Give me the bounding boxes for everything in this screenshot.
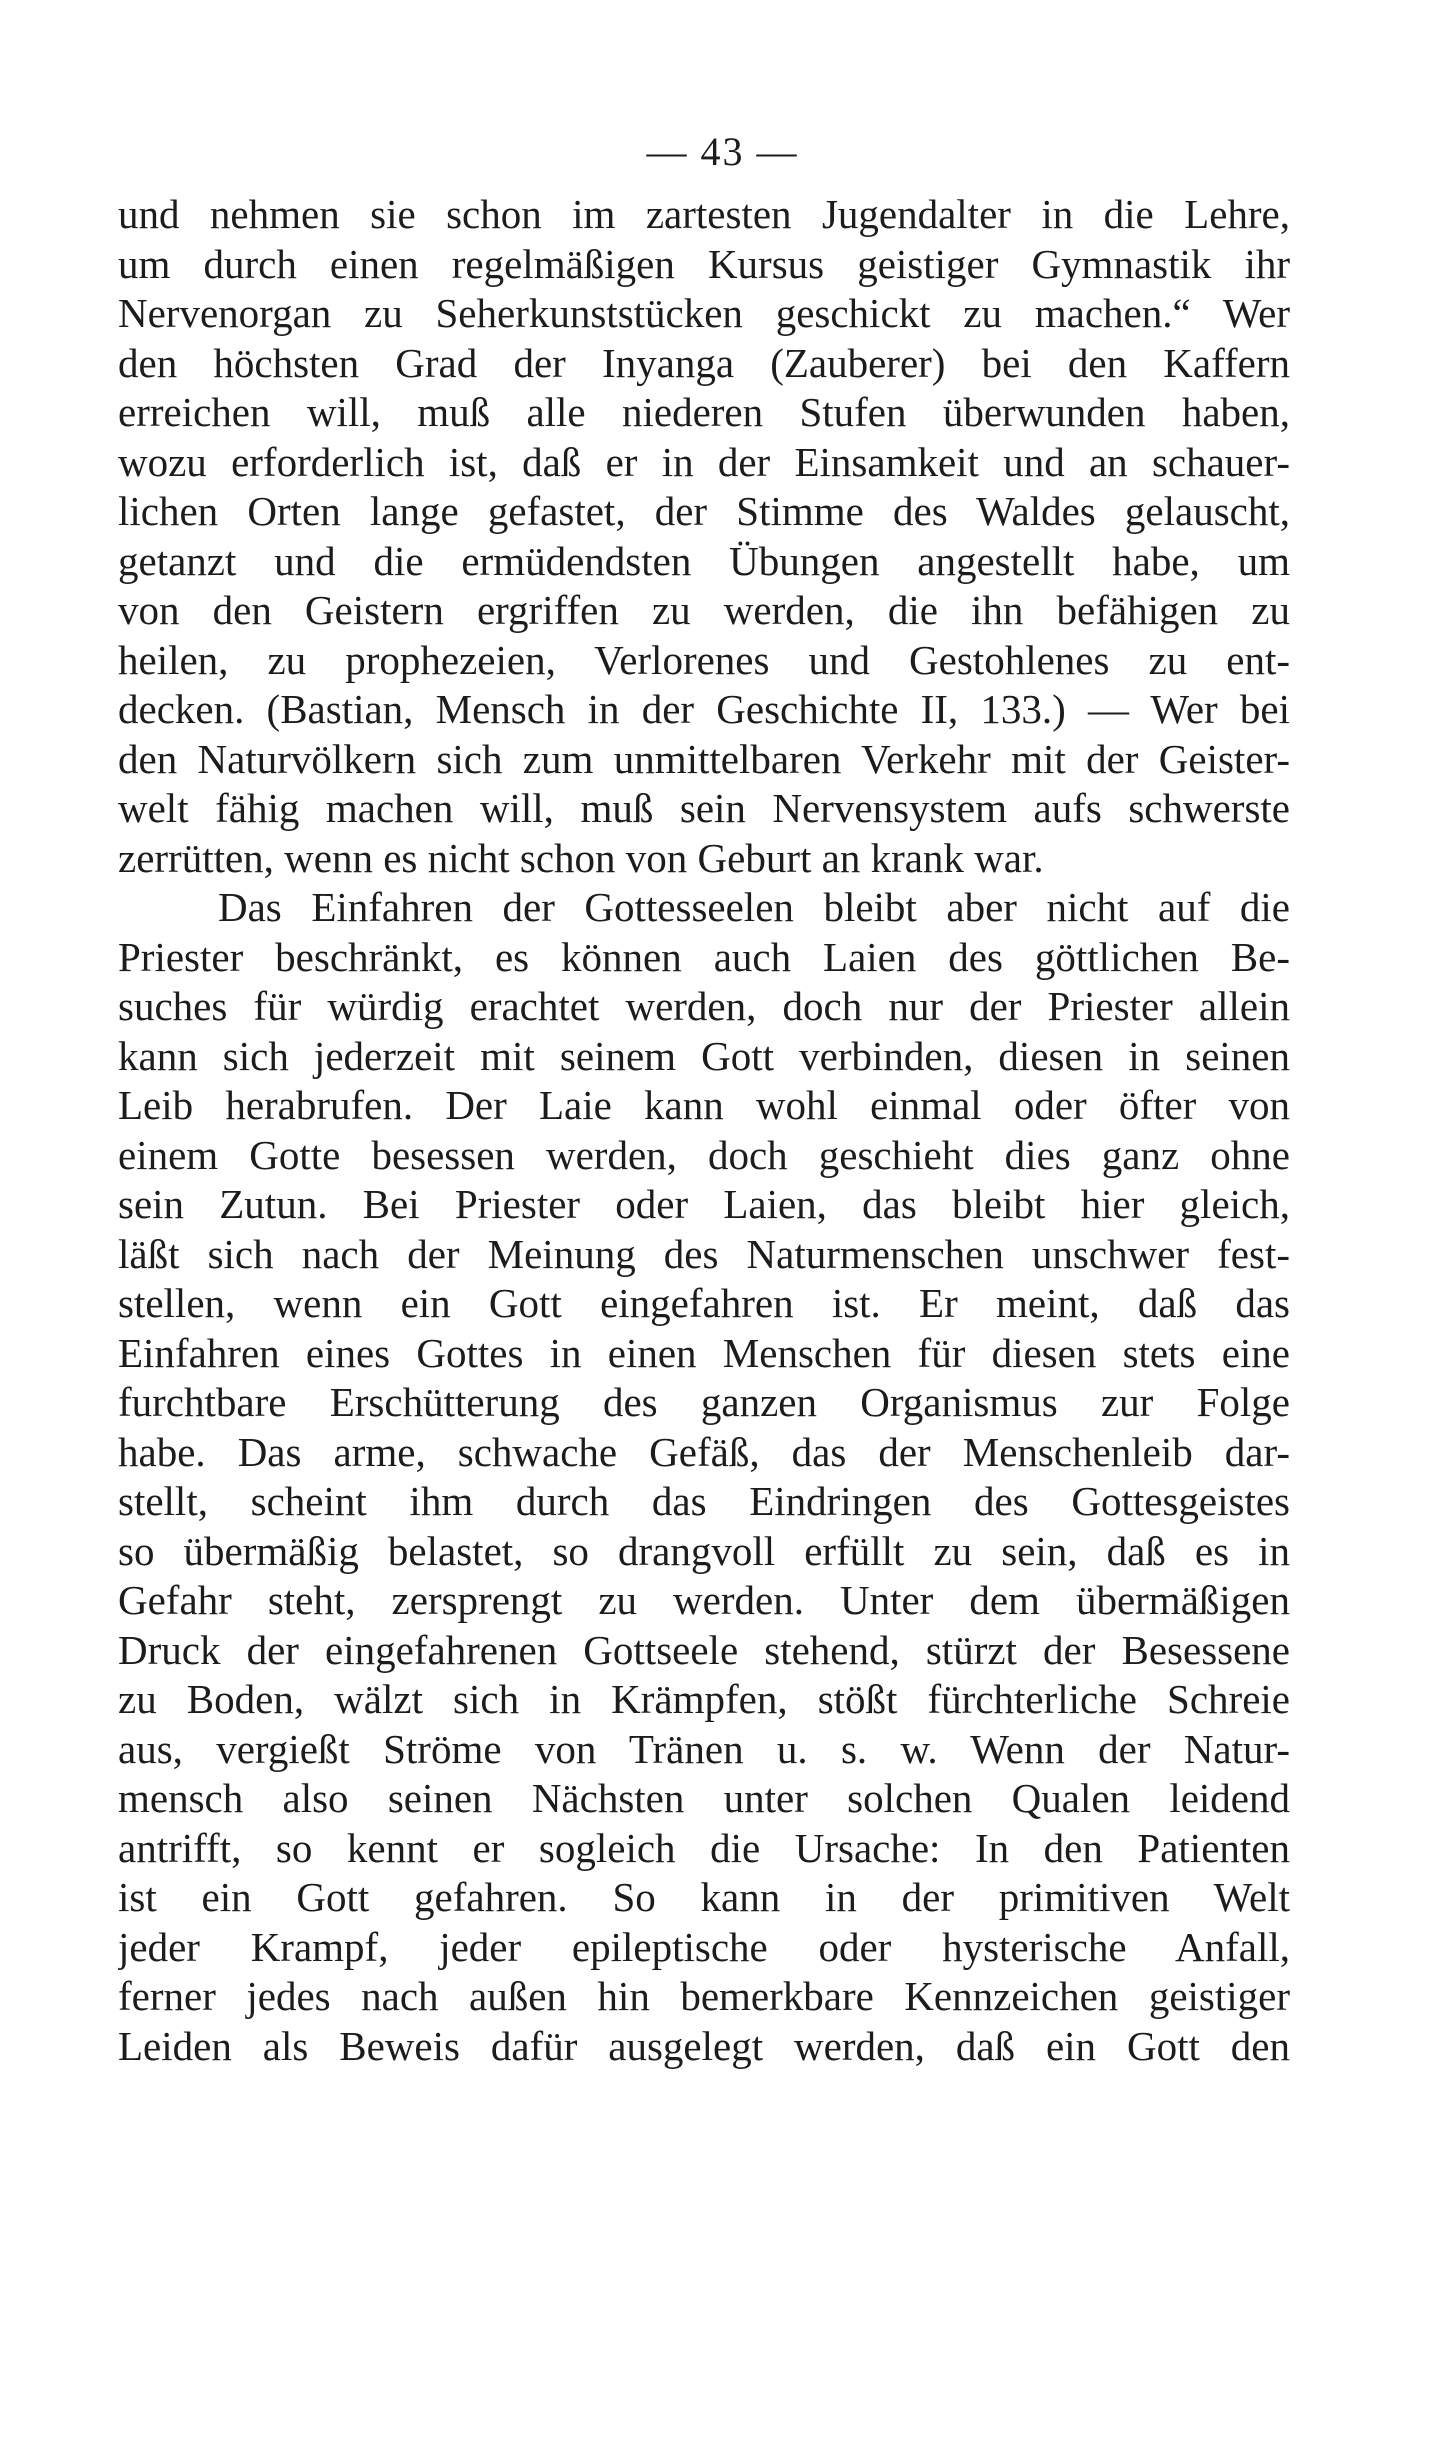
text-line: sein Zutun. Bei Priester oder Laien, das bleibt hier gleich,	[118, 1181, 1290, 1227]
text-line: kann sich jederzeit mit seinem Gott verbinden, diesen in seinen	[118, 1032, 1290, 1079]
paragraph-1	[118, 190, 1290, 883]
text-line: von den Geistern ergriffen zu werden, die ihn befähigen zu	[118, 587, 1290, 633]
text-line: Das Einfahren der Gottesseelen bleibt aber nicht auf die	[218, 884, 1290, 930]
text-line: lichen Orten lange gefastet, der Stimme des Waldes gelauscht,	[118, 488, 1290, 534]
text-line: antrifft, so kennt er sogleich die Ursache: In den Patienten	[118, 1824, 1290, 1871]
text-line: decken. (Bastian, Mensch in der Geschichte II, 133.) — Wer bei	[118, 686, 1290, 732]
text-line: welt fähig machen will, muß sein Nervensystem aufs schwerste	[118, 785, 1290, 831]
text-line: Leib herabrufen. Der Laie kann wohl einmal oder öfter von	[118, 1082, 1290, 1128]
text-line: um durch einen regelmäßigen Kursus geistiger Gymnastik ihr	[118, 240, 1290, 287]
text-line: getanzt und die ermüdendsten Übungen angestellt habe, um	[118, 537, 1290, 584]
text-line: stellen, wenn ein Gott eingefahren ist. Er meint, daß das	[118, 1280, 1290, 1326]
text-line: den höchsten Grad der Inyanga (Zauberer) bei den Kaffern	[118, 339, 1290, 386]
text-line: so übermäßig belastet, so drangvoll erfüllt zu sein, daß es in	[118, 1527, 1290, 1574]
text-line: einem Gotte besessen werden, doch geschieht dies ganz ohne	[118, 1131, 1290, 1178]
text-line: Priester beschränkt, es können auch Laien des göttlichen Be-	[118, 933, 1290, 980]
text-line: Einfahren eines Gottes in einen Menschen für diesen stets eine	[118, 1329, 1290, 1376]
text-line: den Naturvölkern sich zum unmittelbaren Verkehr mit der Geister-	[118, 735, 1290, 782]
text-line: erreichen will, muß alle niederen Stufen überwunden haben,	[118, 389, 1290, 435]
text-line: furchtbare Erschütterung des ganzen Organismus zur Folge	[118, 1379, 1290, 1425]
text-line: jeder Krampf, jeder epileptische oder hysterische Anfall,	[118, 1923, 1290, 1970]
text-line: Leiden als Beweis dafür ausgelegt werden, daß ein Gott den	[118, 2022, 1290, 2069]
text-line: mensch also seinen Nächsten unter solchen Qualen leidend	[118, 1775, 1290, 1821]
text-line: zerrütten, wenn es nicht schon von Geburt an krank war.	[118, 834, 1044, 881]
text-line: und nehmen sie schon im zartesten Jugendalter in die Lehre,	[118, 191, 1290, 237]
text-line: wozu erforderlich ist, daß er in der Einsamkeit und an schauer-	[118, 438, 1290, 485]
text-line: läßt sich nach der Meinung des Naturmenschen unschwer fest-	[118, 1230, 1290, 1277]
text-line: ferner jedes nach außen hin bemerkbare Kennzeichen geistiger	[118, 1973, 1290, 2019]
text-line: heilen, zu prophezeien, Verlorenes und Gestohlenes zu ent-	[118, 636, 1290, 683]
text-line: Gefahr steht, zersprengt zu werden. Unter dem übermäßigen	[118, 1577, 1290, 1623]
text-line: suches für würdig erachtet werden, doch nur der Priester allein	[118, 983, 1290, 1029]
text-line: aus, vergießt Ströme von Tränen u. s. w. Wenn der Natur-	[118, 1725, 1290, 1772]
paragraph-2	[118, 883, 1290, 2071]
text-line: stellt, scheint ihm durch das Eindringen des Gottesgeistes	[118, 1478, 1290, 1524]
text-line: zu Boden, wälzt sich in Krämpfen, stößt fürchterliche Schreie	[118, 1676, 1290, 1722]
text-line: Nervenorgan zu Seherkunststücken geschickt zu machen.“ Wer	[118, 290, 1290, 336]
body-text	[118, 190, 1290, 2071]
page-number: — 43 —	[646, 129, 799, 174]
text-line: Druck der eingefahrenen Gottseele stehend, stürzt der Besessene	[118, 1626, 1290, 1673]
text-line: ist ein Gott gefahren. So kann in der primitiven Welt	[118, 1874, 1290, 1920]
text-line: habe. Das arme, schwache Gefäß, das der Menschenleib dar-	[118, 1428, 1290, 1475]
